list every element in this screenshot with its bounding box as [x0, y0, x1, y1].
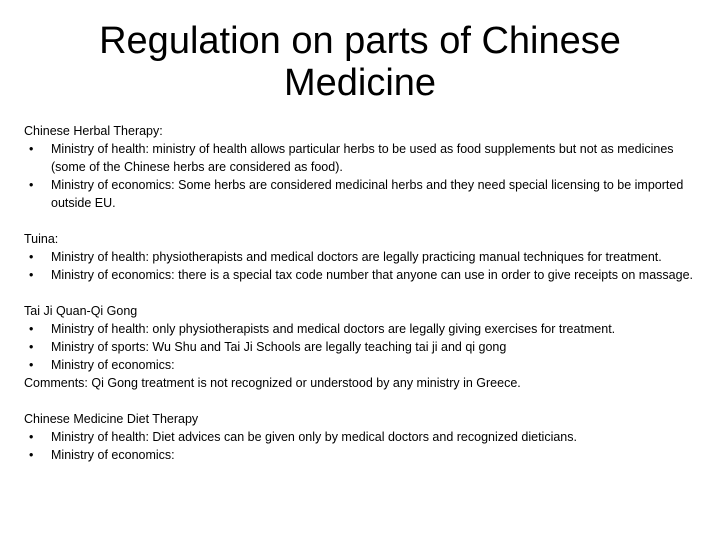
section-heading: Chinese Herbal Therapy: — [24, 124, 163, 138]
bullet-list — [24, 320, 700, 374]
bullet-text: Ministry of sports: Wu Shu and Tai Ji Schools are legally teaching tai ji and qi gong — [51, 340, 507, 354]
section-herbal-therapy — [24, 122, 700, 212]
bullet-marker: • — [29, 142, 34, 156]
slide-title: Regulation on parts of Chinese Medicine — [99, 20, 621, 104]
bullet-list — [24, 428, 700, 464]
bullet-marker: • — [29, 322, 34, 336]
section-heading: Tuina: — [24, 232, 59, 246]
bullet-marker: • — [29, 430, 34, 444]
bullet-marker: • — [29, 178, 34, 192]
bullet-text: Ministry of economics: Some herbs are considered medicinal herbs and they need special licensing to be imported outside EU. — [51, 178, 684, 210]
bullet-marker: • — [29, 268, 34, 282]
bullet-text: Ministry of health: ministry of health allows particular herbs to be used as food supplements but not as medicines (some of the Chinese herbs are considered as food). — [51, 142, 674, 174]
bullet-list — [24, 140, 700, 212]
bullet-item — [24, 338, 700, 356]
bullet-item — [24, 140, 700, 176]
bullet-text: Ministry of economics: — [51, 448, 175, 462]
section-heading: Chinese Medicine Diet Therapy — [24, 412, 199, 426]
bullet-text: Ministry of health: only physiotherapists and medical doctors are legally giving exercises for treatment. — [51, 322, 616, 336]
bullet-text: Ministry of health: Diet advices can be given only by medical doctors and recognized dieticians. — [51, 430, 577, 444]
bullet-item — [24, 428, 700, 446]
bullet-item — [24, 320, 700, 338]
section-tuina — [24, 230, 700, 284]
bullet-marker: • — [29, 358, 34, 372]
section-diet-therapy — [24, 410, 700, 464]
bullet-list — [24, 248, 700, 284]
bullet-item — [24, 356, 700, 374]
bullet-item — [24, 446, 700, 464]
bullet-text: Ministry of economics: there is a special tax code number that anyone can use in order to give receipts on massage. — [51, 268, 693, 282]
bullet-text: Ministry of economics: — [51, 358, 175, 372]
section-heading: Tai Ji Quan-Qi Gong — [24, 304, 138, 318]
bullet-marker: • — [29, 250, 34, 264]
bullet-item — [24, 248, 700, 266]
bullet-item — [24, 176, 700, 212]
bullet-item — [24, 266, 700, 284]
bullet-marker: • — [29, 340, 34, 354]
bullet-marker: • — [29, 448, 34, 462]
bullet-text: Ministry of health: physiotherapists and medical doctors are legally practicing manual techniques for treatment. — [51, 250, 662, 264]
section-comment: Comments: Qi Gong treatment is not recognized or understood by any ministry in Greece. — [24, 376, 521, 390]
section-tai-ji-qi-gong — [24, 302, 700, 392]
slide-body — [24, 122, 700, 482]
